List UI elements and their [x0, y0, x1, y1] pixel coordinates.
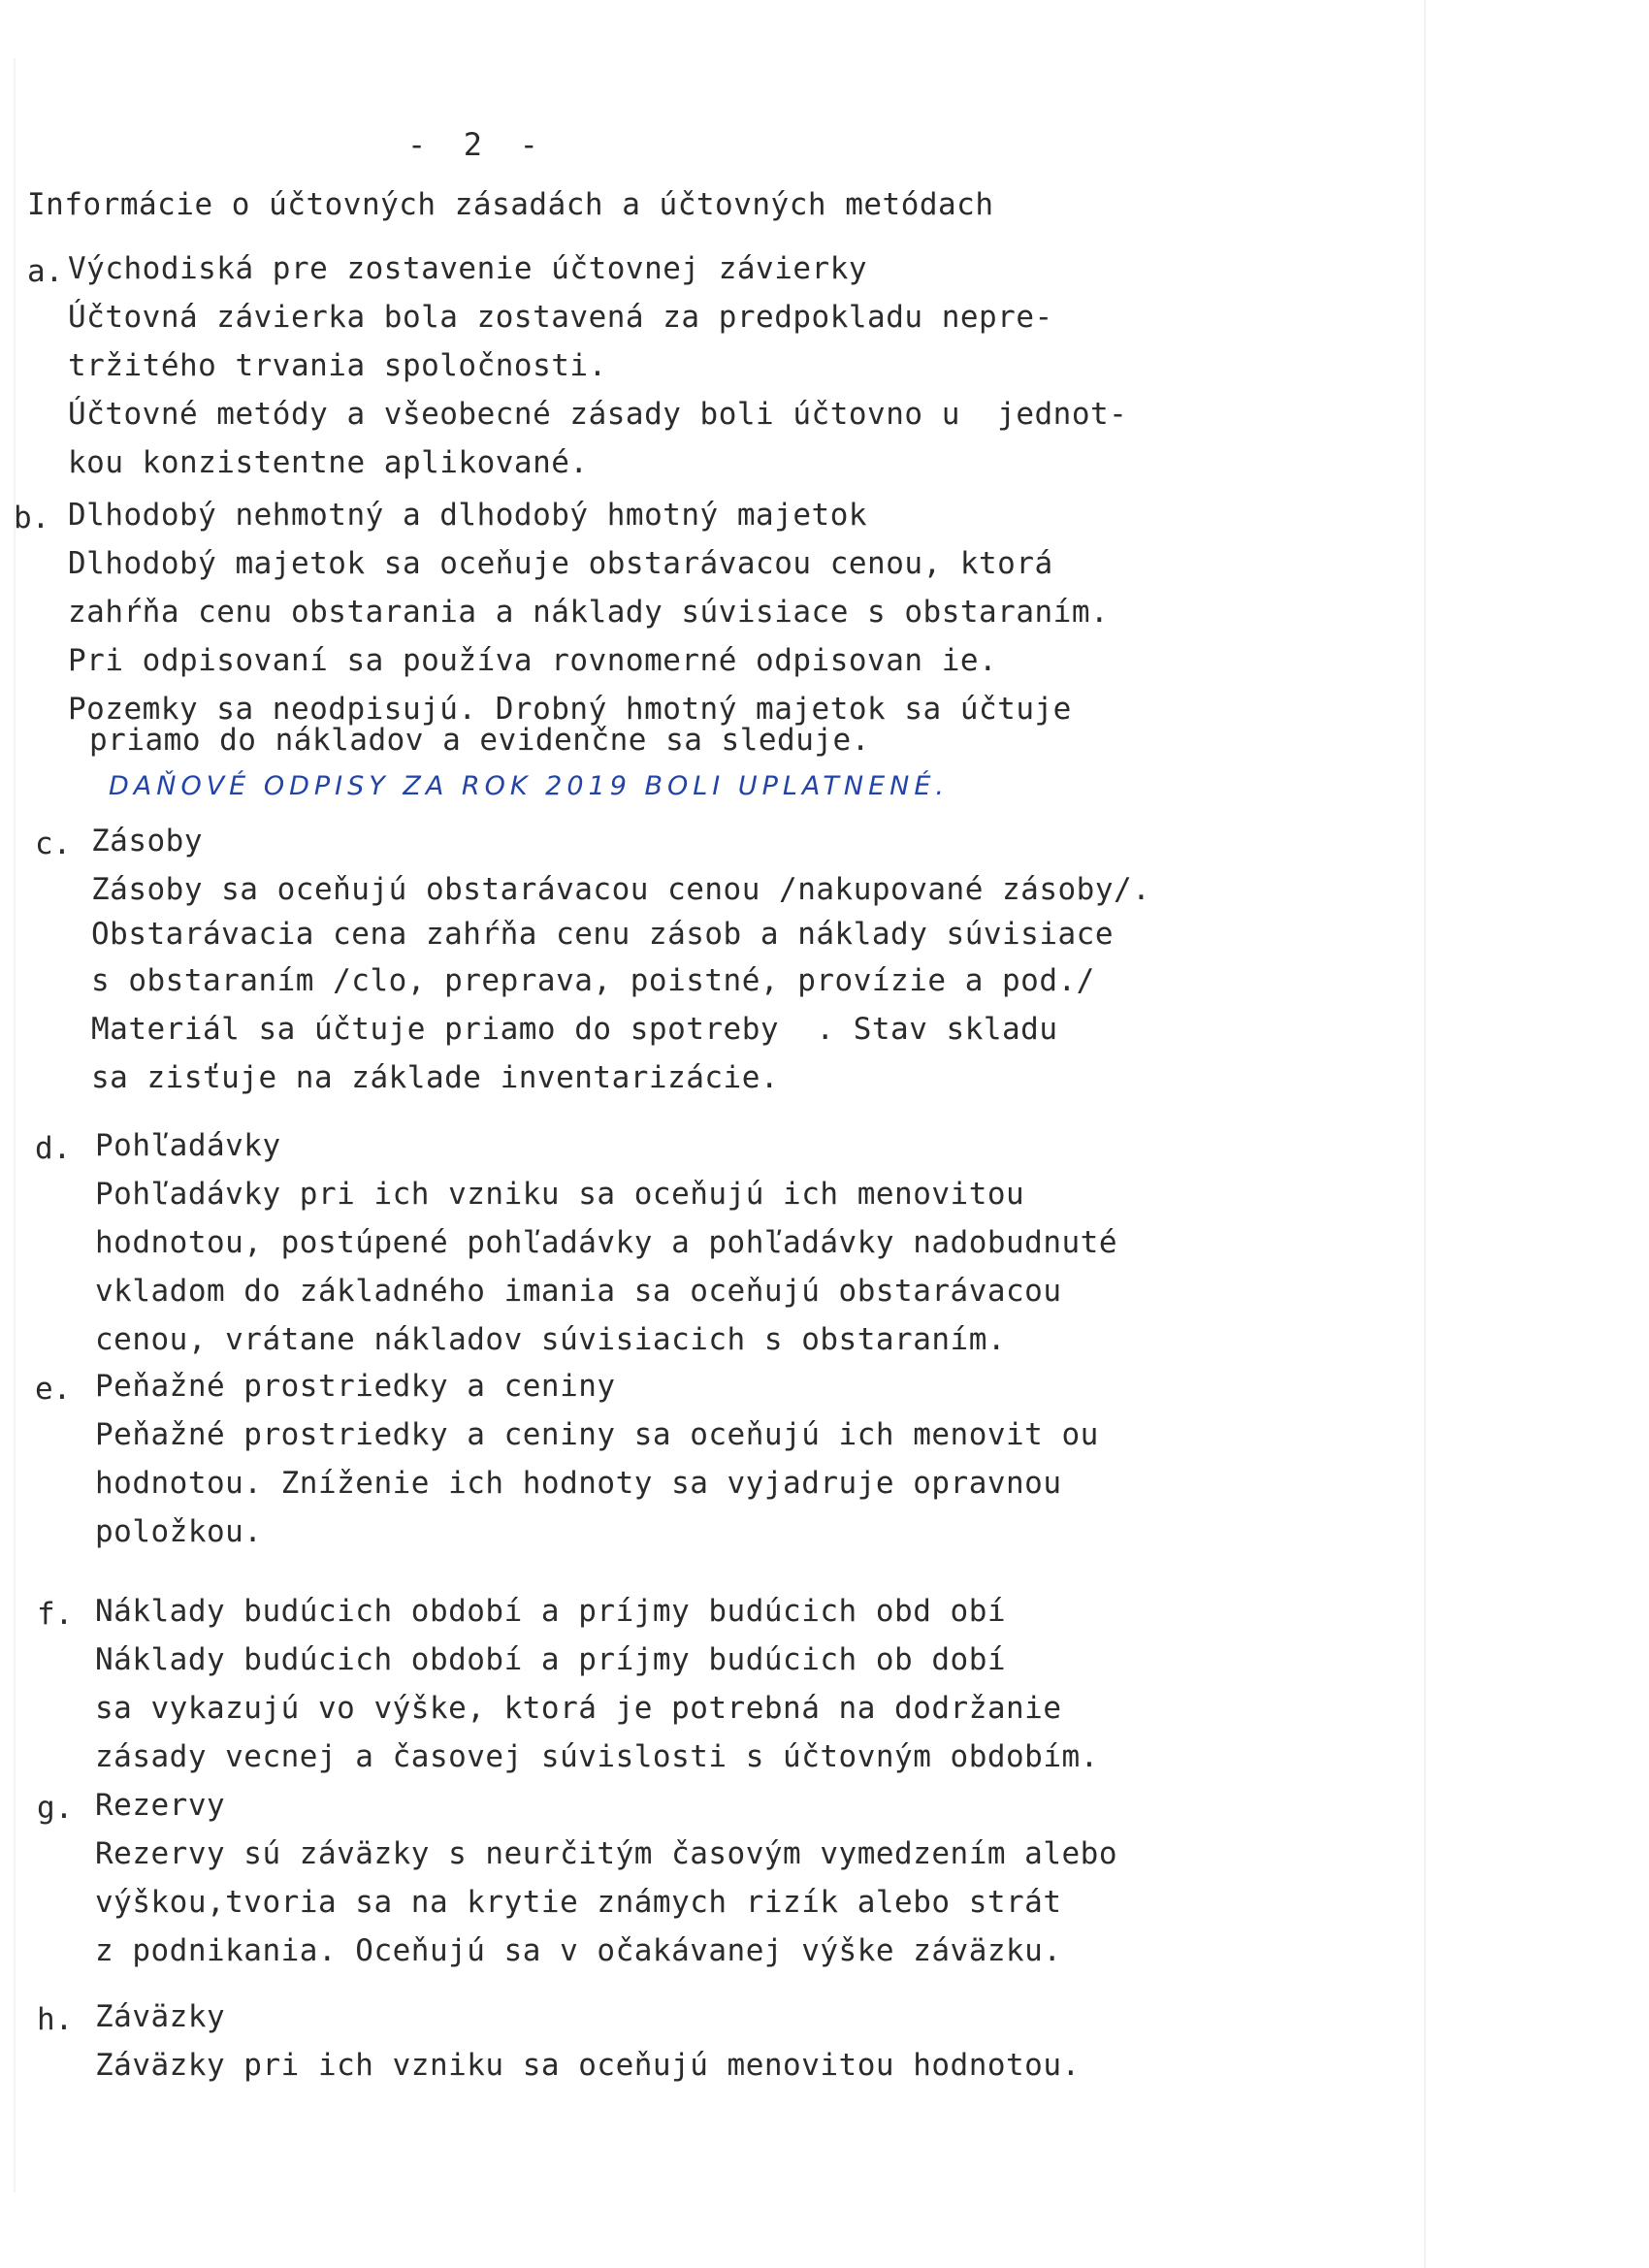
section-b-title: Dlhodobý nehmotný a dlhodobý hmotný majetok [68, 498, 868, 533]
section-e-line: položkou. [95, 1514, 263, 1549]
page-heading: Informácie o účtovných zásadách a účtovných metódach [27, 187, 994, 222]
section-b-line: zahŕňa cenu obstarania a náklady súvisiace s obstaraním. [68, 595, 1110, 630]
page-number: - 2 - [407, 126, 538, 163]
section-a-marker: a. [27, 254, 64, 289]
scan-right-edge [1424, 0, 1426, 2268]
section-d-line: vkladom do základného imania sa oceňujú obstarávacou [95, 1274, 1062, 1309]
section-h-line: Záväzky pri ich vzniku sa oceňujú menovitou hodnotou. [95, 2048, 1081, 2083]
section-e-line: Peňažné prostriedky a ceniny sa oceňujú ich menovit ou [95, 1417, 1099, 1452]
section-d-marker: d. [35, 1131, 72, 1166]
section-c-line: Zásoby sa oceňujú obstarávacou cenou /nakupované zásoby/. [91, 872, 1151, 907]
section-b-line: Dlhodobý majetok sa oceňuje obstarávacou cenou, ktorá [68, 546, 1053, 581]
section-b-line: priamo do nákladov a evidenčne sa sleduje. [89, 723, 870, 758]
section-a-title: Východiská pre zostavenie účtovnej závierky [68, 251, 868, 286]
section-f-line: sa vykazujú vo výške, ktorá je potrebná na dodržanie [95, 1691, 1062, 1726]
section-c-title: Zásoby [91, 824, 203, 859]
section-g-title: Rezervy [95, 1788, 226, 1823]
section-a-line: Účtovné metódy a všeobecné zásady boli účtovno u jednot- [68, 397, 1128, 432]
section-b-marker: b. [14, 501, 50, 535]
section-c-line: s obstaraním /clo, preprava, poistné, provízie a pod./ [91, 963, 1095, 998]
section-c-line: Obstarávacia cena zahŕňa cenu zásob a náklady súvisiace [91, 917, 1114, 952]
section-d-line: Pohľadávky pri ich vzniku sa oceňujú ich menovitou [95, 1177, 1025, 1212]
section-h-marker: h. [37, 2002, 74, 2037]
section-g-line: výškou,tvoria sa na krytie známych rizík alebo strát [95, 1885, 1062, 1920]
section-b-line: Pri odpisovaní sa používa rovnomerné odpisovan ie. [68, 643, 998, 678]
section-g-line: z podnikania. Oceňujú sa v očakávanej výške záväzku. [95, 1933, 1062, 1968]
section-a-line: kou konzistentne aplikované. [68, 445, 589, 480]
section-c-line: sa zisťuje na základe inventarizácie. [91, 1060, 780, 1095]
section-d-line: cenou, vrátane nákladov súvisiacich s obstaraním. [95, 1322, 1007, 1357]
handwritten-note: DAŇOVÉ ODPISY ZA ROK 2019 BOLI UPLATNENÉ. [109, 771, 950, 801]
section-e-title: Peňažné prostriedky a ceniny [95, 1369, 616, 1404]
section-g-line: Rezervy sú záväzky s neurčitým časovým vymedzením alebo [95, 1836, 1117, 1871]
section-e-marker: e. [35, 1372, 72, 1407]
section-c-line: Materiál sa účtuje priamo do spotreby . Stav skladu [91, 1012, 1058, 1047]
section-e-line: hodnotou. Zníženie ich hodnoty sa vyjadruje opravnou [95, 1466, 1062, 1501]
section-g-marker: g. [37, 1791, 74, 1826]
section-a-line: Účtovná závierka bola zostavená za predpokladu nepre- [68, 300, 1053, 335]
section-f-line: Náklady budúcich období a príjmy budúcich ob dobí [95, 1642, 1007, 1677]
section-d-title: Pohľadávky [95, 1128, 281, 1163]
section-c-marker: c. [35, 826, 72, 861]
section-a-line: tržitého trvania spoločnosti. [68, 348, 607, 383]
section-f-marker: f. [37, 1597, 74, 1632]
section-h-title: Záväzky [95, 1999, 226, 2034]
section-d-line: hodnotou, postúpené pohľadávky a pohľadávky nadobudnuté [95, 1225, 1117, 1260]
scan-left-edge [14, 58, 16, 2192]
section-f-line: zásady vecnej a časovej súvislosti s účtovným obdobím. [95, 1739, 1099, 1774]
section-f-title: Náklady budúcich období a príjmy budúcich obd obí [95, 1594, 1007, 1629]
section-b-line: Pozemky sa neodpisujú. Drobný hmotný majetok sa účtuje [68, 692, 1072, 727]
